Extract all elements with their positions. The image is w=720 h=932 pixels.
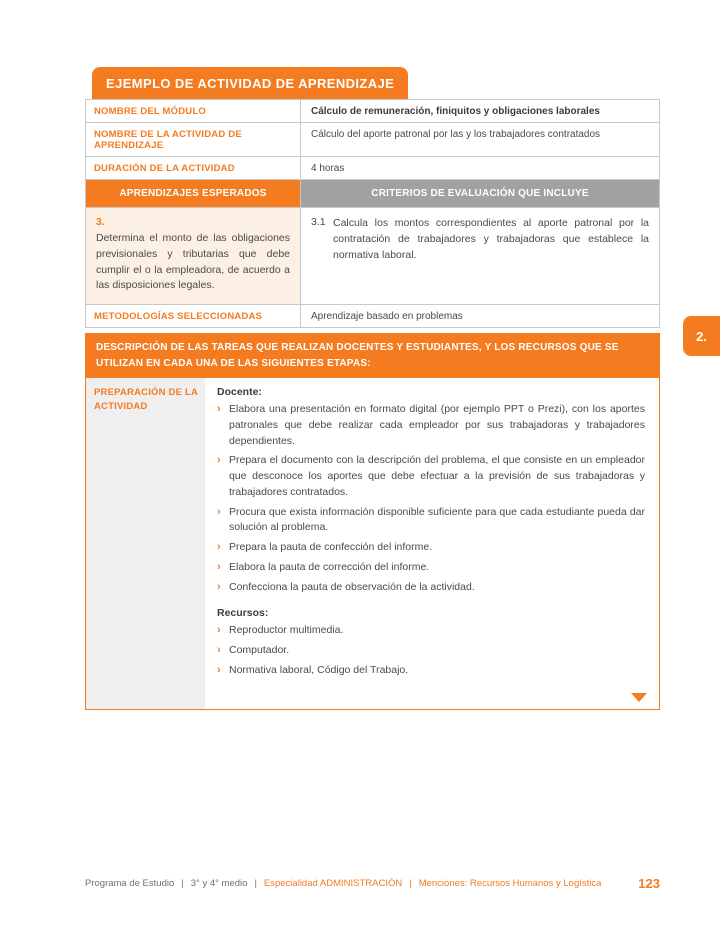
chevron-bullet-icon (217, 505, 229, 537)
list-item: › Confecciona la pauta de observación de la actividad. (217, 580, 645, 596)
chevron-bullet-icon (217, 540, 229, 556)
footer-separator: | (254, 878, 257, 889)
module-name-value: Cálculo de remuneración, finiquitos y obligaciones laborales (301, 100, 660, 123)
list-item: › Prepara la pauta de confección del informe. (217, 540, 645, 556)
chapter-tab: 2. (683, 316, 720, 356)
stage-label: PREPARACIÓN DE LA ACTIVIDAD (86, 378, 205, 709)
recursos-list (217, 623, 645, 678)
tasks-description-block (85, 333, 660, 710)
continuation-arrow-icon (631, 693, 647, 702)
duration-value: 4 horas (301, 157, 660, 180)
expected-learnings-header: APRENDIZAJES ESPERADOS (86, 180, 301, 208)
footer-separator: | (181, 878, 184, 889)
docente-heading: Docente: (217, 386, 262, 398)
chevron-bullet-icon (217, 663, 229, 679)
table-row (86, 100, 660, 123)
preparation-stage-row (86, 378, 659, 709)
list-item: › Procura que exista información disponible suficiente para que cada estudiante pueda dar solución al problema. (217, 505, 645, 537)
list-item: › Elabora la pauta de corrección del informe. (217, 560, 645, 576)
footer-speciality: Especialidad ADMINISTRACIÓN (263, 878, 403, 889)
list-item: › Normativa laboral, Código del Trabajo. (217, 663, 645, 679)
list-item: › Computador. (217, 643, 645, 659)
learning-number: 3. (96, 216, 105, 228)
methodologies-label: METODOLOGÍAS SELECCIONADAS (86, 305, 301, 328)
expected-learning-cell (86, 208, 301, 305)
footer-separator: | (409, 878, 412, 889)
recursos-heading: Recursos: (217, 607, 269, 620)
page-footer (85, 876, 660, 891)
activity-name-label: NOMBRE DE LA ACTIVIDAD DE APRENDIZAJE (86, 123, 301, 157)
chevron-bullet-icon (217, 623, 229, 639)
footer-program: Programa de Estudio (85, 878, 175, 889)
list-item: › Elabora una presentación en formato digital (por ejemplo PPT o Prezi), con los aportes patronales que debe realizar cada empleador por sus trabajadoras y trabajadores dependientes. (217, 402, 645, 449)
criterion-text: Calcula los montos correspondientes al aporte patronal por la contratación de trabajadores y trabajadoras que establece la normativa laboral. (333, 217, 649, 261)
table-row (86, 208, 660, 305)
docente-list (217, 402, 645, 595)
methodologies-value: Aprendizaje basado en problemas (301, 305, 660, 328)
chevron-bullet-icon (217, 453, 229, 500)
activity-example-section (85, 67, 660, 710)
footer-breadcrumb (85, 878, 601, 889)
duration-label: DURACIÓN DE LA ACTIVIDAD (86, 157, 301, 180)
activity-info-table (85, 99, 660, 328)
learning-text: Determina el monto de las obligaciones previsionales y tributarias que debe cumplir el o la empleadora, de acuerdo a las disposiciones legales. (96, 232, 290, 292)
criterion-number: 3.1 (311, 216, 326, 228)
table-row (86, 157, 660, 180)
table-header-row (86, 180, 660, 208)
evaluation-criterion-cell (301, 208, 660, 305)
page-number: 123 (638, 876, 660, 891)
chevron-bullet-icon (217, 402, 229, 449)
footer-grade: 3° y 4° medio (190, 878, 248, 889)
list-item: › Reproductor multimedia. (217, 623, 645, 639)
stage-content (205, 378, 659, 709)
chevron-bullet-icon (217, 643, 229, 659)
chevron-bullet-icon (217, 560, 229, 576)
footer-mentions: Menciones: Recursos Humanos y Logística (418, 878, 602, 889)
evaluation-criteria-header: CRITERIOS DE EVALUACIÓN QUE INCLUYE (301, 180, 660, 208)
module-name-label: NOMBRE DEL MÓDULO (86, 100, 301, 123)
activity-name-value: Cálculo del aporte patronal por las y los trabajadores contratados (301, 123, 660, 157)
table-row (86, 123, 660, 157)
chevron-bullet-icon (217, 580, 229, 596)
table-row (86, 305, 660, 328)
page-title: EJEMPLO DE ACTIVIDAD DE APRENDIZAJE (92, 67, 408, 99)
list-item: › Prepara el documento con la descripción del problema, el que consiste en un empleador que desconoce los aportes que debe efectuar a la previsión de sus trabajadoras y trabajadores contratados. (217, 453, 645, 500)
tasks-description-banner: DESCRIPCIÓN DE LAS TAREAS QUE REALIZAN DOCENTES Y ESTUDIANTES, Y LOS RECURSOS QUE SE UTILIZAN EN CADA UNA DE LAS SIGUIENTES ETAPAS: (86, 334, 659, 378)
